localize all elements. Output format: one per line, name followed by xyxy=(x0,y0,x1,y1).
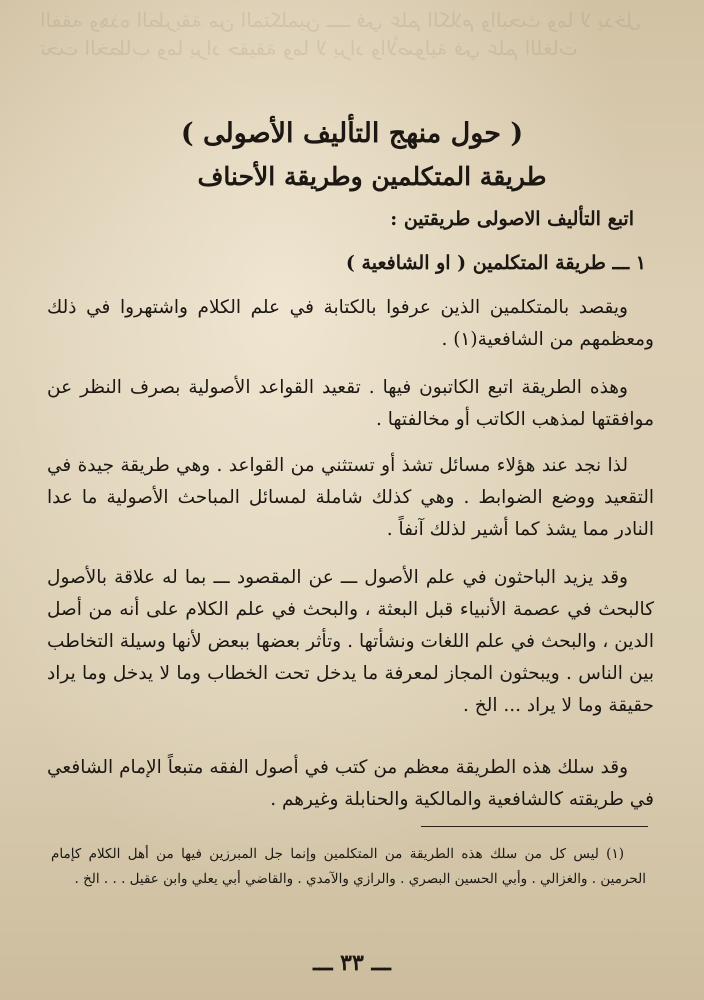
body-paragraph xyxy=(47,450,654,546)
footnote xyxy=(51,842,646,892)
paragraph-text: وقد سلك هذه الطريقة معظم من كتب في أصول الفقه متبعاً الإمام الشافعي في طريقته كالشافعية والمالكية والحنابلة وغيرهم . xyxy=(47,757,654,810)
section-heading: ١ ـــ طريقة المتكلمين ( او الشافعية ) xyxy=(345,252,646,274)
body-paragraph xyxy=(47,562,654,722)
paragraph-text: ويقصد بالمتكلمين الذين عرفوا بالكتابة في علم الكلام واشتهروا في ذلك ومعظمهم من الشافعية(١) . xyxy=(47,297,654,350)
page-number: ـــ ٣٣ ـــ xyxy=(313,950,391,976)
body-paragraph xyxy=(47,292,654,356)
show-through-text: الفقه وهذه الطريقة من المتكلمين ــــ في علم الكلام والبحث وما لا يدخل تحت الخطاب وما يراد حقيقة وما لا يراد والأصولية في علم اللغات xyxy=(40,8,642,60)
chapter-subtitle: طريقة المتكلمين وطريقة الأحناف xyxy=(197,162,547,191)
footnote-divider xyxy=(421,826,648,827)
paragraph-text: لذا نجد عند هؤلاء مسائل تشذ أو تستثني من القواعد . وهي طريقة جيدة في التقعيد ووضع الضوابط . وهي كذلك شاملة لمسائل المباحث الأصولية ما عدا النادر مما يشذ كما أشير لذلك آنفاً . xyxy=(47,455,654,540)
paragraph-text: وهذه الطريقة اتبع الكاتبون فيها . تقعيد القواعد الأصولية بصرف النظر عن موافقتها لمذهب الكاتب أو مخالفتها . xyxy=(47,377,654,430)
intro-line: اتبع التأليف الاصولى طريقتين : xyxy=(390,208,634,230)
body-paragraph xyxy=(47,372,654,436)
body-paragraph xyxy=(47,752,654,816)
footnote-text: (١) ليس كل من سلك هذه الطريقة من المتكلمين وإنما جل المبرزين فيها من أهل الكلام كإمام الحرمين . والغزالي . وأبي الحسين البصري . والرازي والآمدي . والقاضي أبي يعلي وابن عقيل . . . الخ . xyxy=(51,846,646,887)
paragraph-text: وقد يزيد الباحثون في علم الأصول ـــ عن المقصود ـــ بما له علاقة بالأصول كالبحث في عصمة الأنبياء قبل البعثة ، والبحث في علم الكلام على أنه من أصل الدين ، والبحث في علم اللغات ونشأتها . وتأثر بعضها ببعض لأنها وسيلة التخاطب بين الناس . ويبحثون المجاز لمعرفة ما يدخل تحت الخطاب وما لا يدخل وما يراد حقيقة وما لا يراد ... الخ . xyxy=(47,567,654,716)
chapter-title: ( حول منهج التأليف الأصولى ) xyxy=(180,118,524,149)
